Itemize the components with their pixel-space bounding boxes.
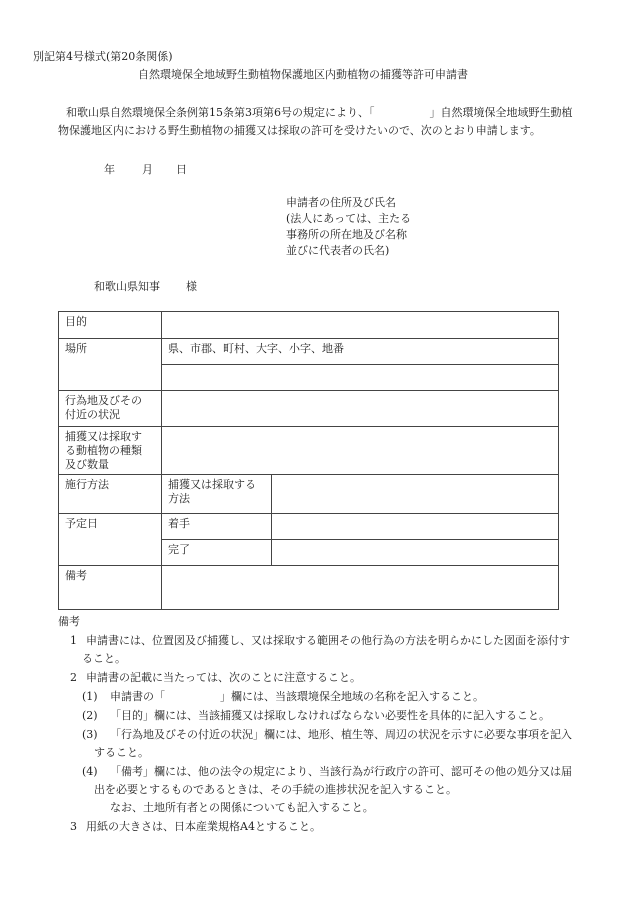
label-method-sub-line-2: 方法 [168,492,190,505]
label-species [59,427,162,475]
page-title: 自然環境保全地域野生動植物保護地区内動植物の捕獲等許可申請書 [138,68,468,81]
note-1-line-1: 申請書には、位置図及び捕獲し、又は採取する範囲その他行為の方法を明らかにした図面を添付す [86,634,570,647]
note-3-number: 3 [70,820,77,833]
sub-2-number: (2) [82,709,98,722]
field-location-hint[interactable]: 県、市郡、町村、大字、小字、地番 [162,339,559,365]
applicant-line-3: 事務所の所在地及び名称 [286,228,407,241]
table-row-schedule-start [59,514,559,540]
application-form-table [58,311,559,610]
label-remarks: 備考 [59,566,162,610]
note-1-number: 1 [70,634,77,647]
sub-3-line-2: すること。 [94,746,149,759]
sub-4-line-2: 出を必要とするものであるときは、その手続の進捗状況を記入すること。 [94,783,457,796]
label-site-line-1: 行為地及びその [65,394,142,407]
date-day: 日 [176,163,187,176]
label-end: 完了 [162,540,272,566]
sub-1-number: (1) [82,690,98,703]
label-site-line-2: 付近の状況 [65,407,120,421]
field-location-detail[interactable] [162,365,559,391]
table-row-location [59,339,559,365]
table-row-site [59,391,559,427]
label-purpose: 目的 [59,312,162,339]
sub-2-text: 「目的」欄には、当該捕獲又は採取しなければならない必要性を具体的に記入すること。 [110,709,550,722]
label-location: 場所 [59,339,162,391]
sub-3-line-1: 「行為地及びその付近の状況」欄には、地形、植生等、周辺の状況を示すに必要な事項を記入 [110,728,572,741]
label-site [59,391,162,427]
label-species-line-2: る動植物の種類 [65,443,142,457]
field-end-date[interactable] [272,540,559,566]
applicant-line-2: (法人にあっては、主たる [286,212,412,225]
sub-4-line-3: なお、土地所有者との関係についても記入すること。 [110,801,374,814]
date-year: 年 [104,163,115,176]
intro-line-1: 和歌山県自然環境保全条例第15条第3項第6号の規定により、「 」自然環境保全地域野生動植 [66,106,573,119]
label-species-line-3: 及び数量 [65,457,109,471]
note-2-text: 申請書の記載に当たっては、次のことに注意すること。 [86,671,361,684]
intro-line-2: 物保護地区内における野生動植物の捕獲又は採取の許可を受けたいので、次のとおり申請します。 [58,124,541,137]
field-method[interactable] [272,475,559,514]
label-method-sub-line-1: 捕獲又は採取する [168,478,256,492]
addressee-honorific: 様 [186,280,197,293]
table-row-species [59,427,559,475]
date-month: 月 [142,163,153,176]
table-row-method [59,475,559,514]
form-number: 別記第4号様式(第20条関係) [33,50,173,63]
sub-4-line-1: 「備考」欄には、他の法令の規定により、当該行為が行政庁の許可、認可その他の処分又は届 [110,765,572,778]
sub-4-number: (4) [82,765,98,778]
note-1-line-2: ること。 [82,652,126,665]
label-schedule: 予定日 [59,514,162,566]
field-site[interactable] [162,391,559,427]
label-start: 着手 [162,514,272,540]
notes-heading: 備考 [58,615,80,628]
field-remarks[interactable] [162,566,559,610]
applicant-line-4: 並びに代表者の氏名) [286,244,390,257]
label-species-line-1: 捕獲又は採取す [65,430,142,443]
applicant-line-1: 申請者の住所及び氏名 [286,196,396,209]
sub-1-text: 申請書の「 」欄には、当該環境保全地域の名称を記入すること。 [110,690,484,703]
label-method-sub [162,475,272,514]
table-row-remarks [59,566,559,610]
field-start-date[interactable] [272,514,559,540]
field-purpose[interactable] [162,312,559,339]
sub-3-number: (3) [82,728,98,741]
note-2-number: 2 [70,671,77,684]
table-row-purpose [59,312,559,339]
field-species[interactable] [162,427,559,475]
label-method: 施行方法 [59,475,162,514]
note-3-text: 用紙の大きさは、日本産業規格A4とすること。 [86,820,321,833]
addressee-name: 和歌山県知事 [94,280,160,293]
